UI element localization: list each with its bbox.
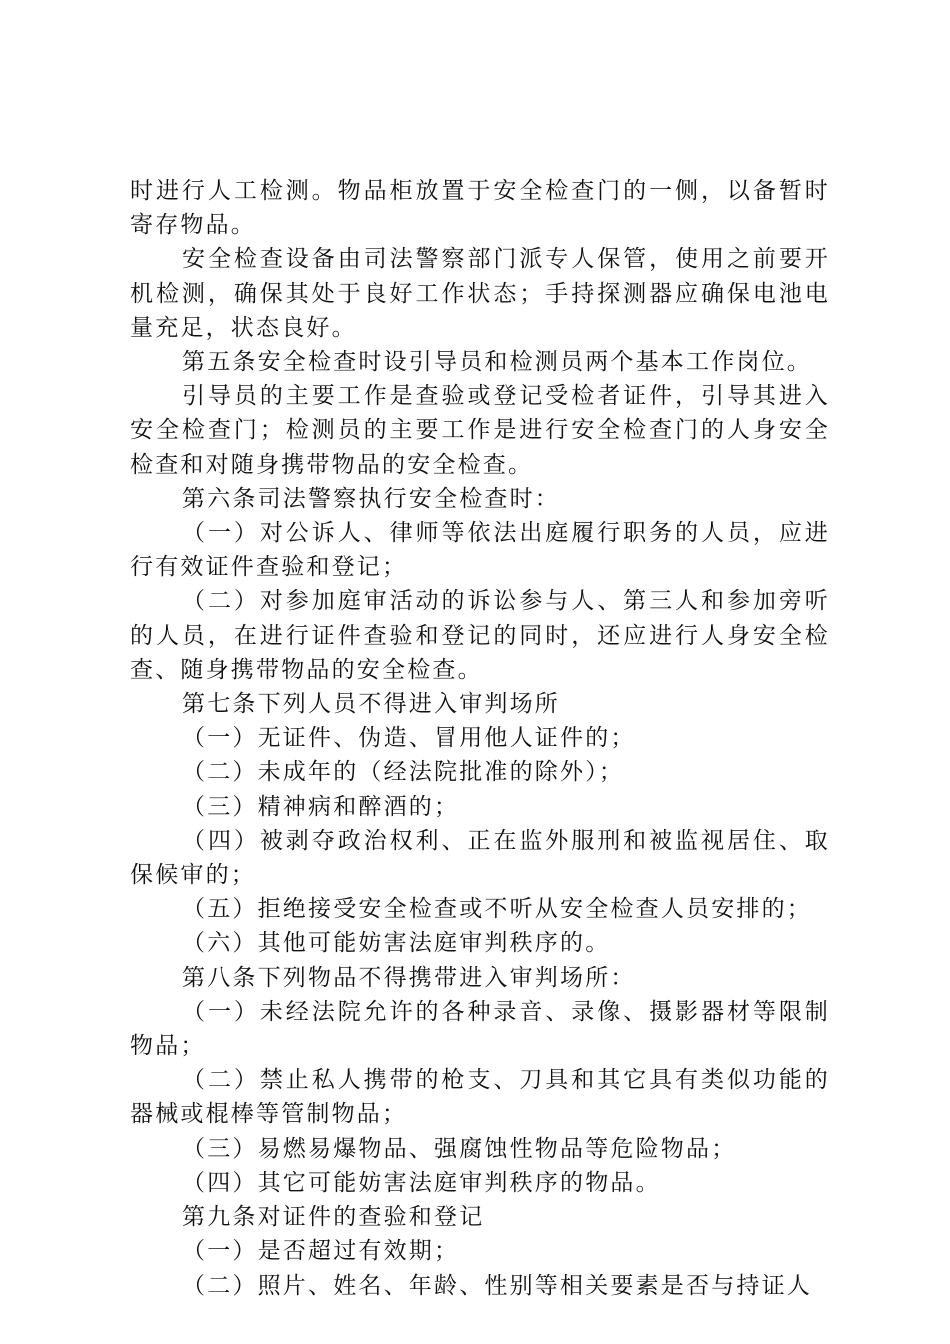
paragraph: 时进行人工检测。物品柜放置于安全检查门的一侧，以备暂时寄存物品。	[130, 178, 830, 239]
paragraph: 安全检查设备由司法警察部门派专人保管，使用之前要开机检测，确保其处于良好工作状态；手持探测器应确保电池电量充足，状态良好。	[130, 246, 830, 341]
list-item: （五）拒绝接受安全检查或不听从安全检查人员安排的；	[182, 896, 812, 923]
list-item: （四）其它可能妨害法庭审判秩序的物品。	[182, 1169, 661, 1196]
list-item: （二）对参加庭审活动的诉讼参与人、第三人和参加旁听的人员，在进行证件查验和登记的同时，还应进行人身安全检查、随身携带物品的安全检查。	[130, 588, 830, 683]
article-heading: 第九条对证件的查验和登记	[182, 1204, 485, 1231]
article-heading: 第八条下列物品不得携带进入审判场所：	[182, 964, 636, 991]
paragraph: 引导员的主要工作是查验或登记受检者证件，引导其进入安全检查门；检测员的主要工作是进行安全检查门的人身安全检查和对随身携带物品的安全检查。	[130, 383, 830, 478]
document-body	[130, 174, 830, 1303]
list-item: （一）未经法院允许的各种录音、录像、摄影器材等限制物品；	[130, 998, 830, 1060]
article-heading: 第六条司法警察执行安全检查时：	[182, 485, 560, 512]
list-item: （一）对公诉人、律师等依法出庭履行职务的人员，应进行有效证件查验和登记；	[130, 520, 830, 581]
list-item: （六）其他可能妨害法庭审判秩序的。	[182, 930, 611, 957]
list-item: （二）照片、姓名、年龄、性别等相关要素是否与持证人	[182, 1272, 812, 1299]
list-item: （四）被剥夺政治权利、正在监外服刑和被监视居住、取保候审的；	[130, 827, 830, 889]
article-heading: 第七条下列人员不得进入审判场所	[182, 691, 560, 718]
article-heading: 第五条安全检查时设引导员和检测员两个基本工作岗位。	[182, 349, 812, 376]
list-item: （三）精神病和醉酒的；	[182, 793, 460, 820]
list-item: （二）禁止私人携带的枪支、刀具和其它具有类似功能的器械或棍棒等管制物品；	[130, 1067, 830, 1128]
list-item: （一）是否超过有效期；	[182, 1238, 460, 1265]
list-item: （二）未成年的（经法院批准的除外）；	[182, 759, 625, 786]
list-item: （三）易燃易爆物品、强腐蚀性物品等危险物品；	[182, 1135, 737, 1162]
list-item: （一）无证件、伪造、冒用他人证件的；	[182, 725, 636, 752]
